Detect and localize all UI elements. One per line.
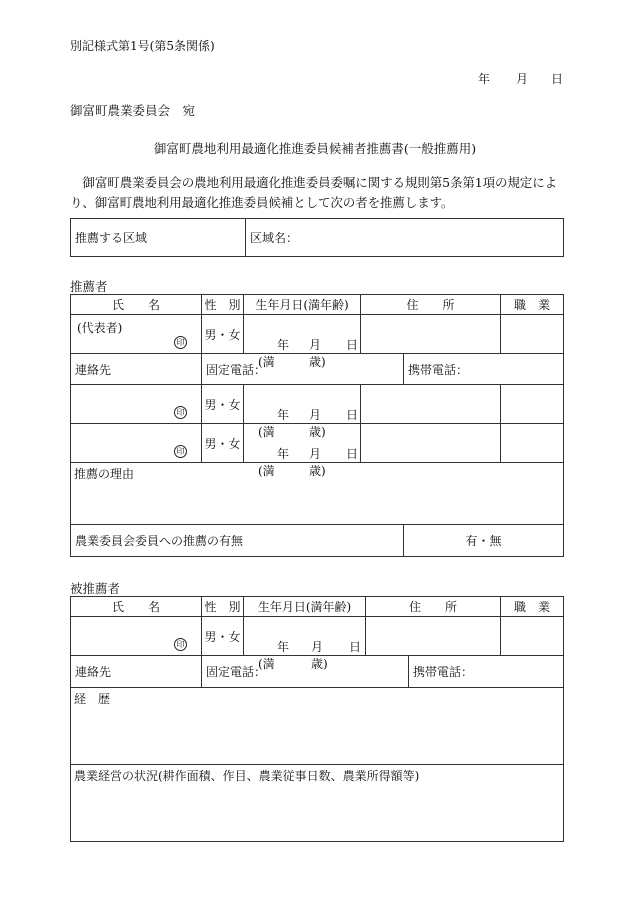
header-address: 住 所 xyxy=(366,597,501,617)
body-text: 御富町農業委員会の農地利用最適化推進委員委嘱に関する規則第5条第1項の規定により、御富町農地利用最適化推進委員候補として次の者を推薦します。 xyxy=(70,175,558,210)
seal-icon: 印 xyxy=(174,336,187,349)
header-gender: 性 別 xyxy=(202,295,244,315)
contact-label: 連絡先 xyxy=(71,354,202,385)
gender-field[interactable]: 男・女 xyxy=(202,424,244,463)
recommender-name-field[interactable] xyxy=(71,424,202,463)
form-label: 別記様式第1号(第5条関係) xyxy=(70,39,215,53)
dob-field[interactable]: 年 月 日 (満 歳) xyxy=(244,617,366,656)
date-month: 月 xyxy=(516,72,529,86)
seal-icon: 印 xyxy=(174,406,187,419)
landline-field[interactable]: 固定電話： xyxy=(202,354,404,385)
nominee-table xyxy=(70,596,564,842)
committee-recommendation-label: 農業委員会委員への推薦の有無 xyxy=(71,525,404,557)
document-title: 御富町農地利用最適化推進委員候補者推薦書(一般推薦用) xyxy=(153,141,477,156)
header-dob: 生年月日(満年齢) xyxy=(244,295,361,315)
header-occupation: 職 業 xyxy=(501,295,564,315)
header-name: 氏 名 xyxy=(71,597,202,617)
dob-field[interactable]: 年 月 日 (満 歳) xyxy=(244,315,361,354)
reason-field[interactable]: 推薦の理由 xyxy=(71,463,564,525)
career-field[interactable]: 経 歴 xyxy=(71,688,564,765)
header-name: 氏 名 xyxy=(71,295,202,315)
occupation-field[interactable] xyxy=(501,617,564,656)
gender-field[interactable]: 男・女 xyxy=(202,617,244,656)
occupation-field[interactable] xyxy=(501,385,564,424)
area-label: 推薦する区域 xyxy=(71,219,246,257)
recommender-name-field[interactable] xyxy=(71,385,202,424)
address-field[interactable] xyxy=(361,424,501,463)
recommender-section-label: 推薦者 xyxy=(70,279,108,294)
date-year: 年 xyxy=(478,72,491,86)
gender-field[interactable]: 男・女 xyxy=(202,385,244,424)
recommender-table xyxy=(70,294,564,557)
addressee: 御富町農業委員会 宛 xyxy=(70,103,196,118)
contact-label: 連絡先 xyxy=(71,656,202,688)
dob-field[interactable]: 年 月 日 (満 歳) xyxy=(244,424,361,463)
representative-label: (代表者) xyxy=(77,321,123,335)
mobile-field[interactable]: 携帯電話： xyxy=(404,354,564,385)
address-field[interactable] xyxy=(361,315,501,354)
header-dob: 生年月日(満年齢) xyxy=(244,597,366,617)
committee-recommendation-field[interactable]: 有・無 xyxy=(404,525,564,557)
header-occupation: 職 業 xyxy=(501,597,564,617)
date-day: 日 xyxy=(551,72,564,86)
address-field[interactable] xyxy=(366,617,501,656)
mobile-field[interactable]: 携帯電話： xyxy=(409,656,564,688)
landline-field[interactable]: 固定電話： xyxy=(202,656,409,688)
dob-field[interactable]: 年 月 日 (満 歳) xyxy=(244,385,361,424)
representative-name-field[interactable] xyxy=(71,315,202,354)
nominee-name-field[interactable] xyxy=(71,617,202,656)
nominee-section-label: 被推薦者 xyxy=(70,581,121,596)
occupation-field[interactable] xyxy=(501,315,564,354)
header-address: 住 所 xyxy=(361,295,501,315)
area-table xyxy=(70,218,564,257)
header-gender: 性 別 xyxy=(202,597,244,617)
occupation-field[interactable] xyxy=(501,424,564,463)
gender-field[interactable]: 男・女 xyxy=(202,315,244,354)
area-name-field[interactable]: 区域名： xyxy=(246,219,564,257)
address-field[interactable] xyxy=(361,385,501,424)
seal-icon: 印 xyxy=(174,445,187,458)
seal-icon: 印 xyxy=(174,638,187,651)
farming-status-field[interactable]: 農業経営の状況(耕作面積、作目、農業従事日数、農業所得額等) xyxy=(71,765,564,842)
